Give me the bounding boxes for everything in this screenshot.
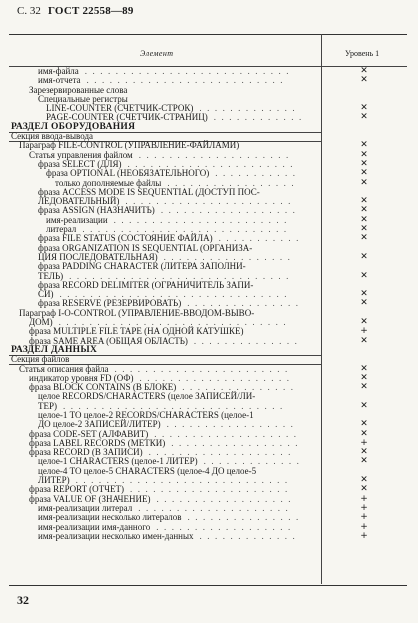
element-text: имя-реализации xyxy=(46,214,108,225)
element-text: фраза RECORD DELIMITER (ОГРАНИЧИТЕЛЬ ЗАПИ- xyxy=(38,279,254,290)
cross-mark: ✕ xyxy=(360,66,368,76)
dot-leader: ................. xyxy=(167,178,300,188)
cross-mark: ✕ xyxy=(360,400,368,411)
plus-mark: + xyxy=(360,521,368,532)
cross-mark: ✕ xyxy=(360,158,368,169)
element-text: имя-отчета xyxy=(38,75,81,86)
dot-leader: ................... xyxy=(148,448,296,458)
dot-leader: ..................... xyxy=(130,485,293,495)
cross-mark: ✕ xyxy=(360,224,368,235)
element-text: Секция файлов xyxy=(11,354,70,365)
element-text: фраза ASSIGN (НАЗНАЧИТЬ) xyxy=(38,205,155,216)
element-text: фраза PADDING CHARACTER (ЛИТЕРА ЗАПОЛНИ- xyxy=(38,261,246,272)
cross-mark: ✕ xyxy=(360,251,368,262)
cross-mark: ✕ xyxy=(360,289,368,300)
cross-mark: ✕ xyxy=(360,335,368,346)
dot-leader: .......................... xyxy=(86,76,289,86)
element-text: фраза BLOCK CONTAINS (В БЛОКЕ) xyxy=(29,382,177,393)
cross-mark: ✕ xyxy=(360,196,368,207)
dot-leader: ........................... xyxy=(82,225,292,235)
cross-mark: ✕ xyxy=(360,103,368,114)
element-text: РАЗДЕЛ ДАННЫХ xyxy=(11,344,98,355)
element-text: целое-4 TO целое-5 CHARACTERS (целое-4 ДО целое-5 xyxy=(38,465,257,476)
element-text: фраза ACCESS MODE IS SEQUENTIAL (ДОСТУП ПОС- xyxy=(38,186,260,197)
cross-mark: ✕ xyxy=(360,428,368,439)
element-text: имя-реализации несколько имен-данных xyxy=(38,530,194,541)
dot-leader: ............. xyxy=(199,104,301,114)
element-text: ЦИЯ ПОСЛЕДОВАТЕЛЬНАЯ) xyxy=(38,251,158,262)
element-text: РАЗДЕЛ ОБОРУДОВАНИЯ xyxy=(11,121,136,132)
dot-leader: ............... xyxy=(187,513,304,523)
element-text: Параграф I-O-CONTROL (УПРАВЛЕНИЕ-ВВОДОМ-ВЫВО- xyxy=(19,307,255,318)
cross-mark: ✕ xyxy=(360,140,368,151)
element-text: ДОМ) xyxy=(29,317,53,328)
element-text: индикатор уровня FD (ОФ) xyxy=(29,372,134,383)
dot-leader: ............. xyxy=(203,457,305,467)
element-text: фраза OPTIONAL (НЕОБЯЗАТЕЛЬНОГО) xyxy=(46,168,210,179)
plus-mark: + xyxy=(360,512,368,523)
element-text: фраза ORGANIZATION IS SEQUENTIAL (ОРГАНИЗА- xyxy=(38,242,253,253)
cross-mark: ✕ xyxy=(360,214,368,225)
element-text: имя-реализации несколько литералов xyxy=(38,512,182,523)
plus-mark: + xyxy=(360,493,368,504)
cross-mark: ✕ xyxy=(360,484,368,495)
element-text: фраза LABEL RECORDS (МЕТКИ) xyxy=(29,437,166,448)
element-text: имя-файла xyxy=(38,66,79,76)
element-text: фраза FILE STATUS (СОСТОЯНИЕ ФАЙЛА) xyxy=(38,233,213,244)
cross-mark: ✕ xyxy=(360,475,368,486)
dot-leader: ........... xyxy=(215,169,301,179)
element-text: целое-1 CHARACTERS (целое-1 ЛИТЕР) xyxy=(38,456,198,467)
element-text: фраза SAME AREA (ОБЩАЯ ОБЛАСТЬ) xyxy=(29,335,188,346)
dot-leader: ............ xyxy=(213,113,307,123)
cross-mark: ✕ xyxy=(360,363,368,374)
element-text: Параграф FILE-CONTROL (УПРАВЛЕНИЕ-ФАЙЛАМИ) xyxy=(19,140,240,151)
element-text: фраза RECORD (В ЗАПИСИ) xyxy=(29,447,143,458)
dot-leader: ................... xyxy=(154,429,302,439)
cross-mark: ✕ xyxy=(360,270,368,281)
dot-leader: ................. xyxy=(171,438,304,448)
dot-leader: ............... xyxy=(187,299,304,309)
dot-leader: .............................. xyxy=(58,318,292,328)
element-text: ТЕР) xyxy=(38,400,57,411)
dot-leader: ................. xyxy=(166,420,299,430)
page-number: 32 xyxy=(17,593,29,607)
element-text: LINE-COUNTER (СЧЕТЧИК-СТРОК) xyxy=(46,103,194,114)
element-text: ЛЕДОВАТЕЛЬНЫЙ) xyxy=(38,196,120,207)
dot-leader: ........................... xyxy=(84,67,295,76)
dot-leader: ....................... xyxy=(114,364,293,374)
cross-mark: ✕ xyxy=(360,233,368,244)
cross-mark: ✕ xyxy=(360,177,368,188)
cross-mark: ✕ xyxy=(360,75,368,86)
element-text: Секция ввода-вывода xyxy=(11,131,94,142)
dot-leader: ...................... xyxy=(125,197,296,207)
element-text: Зарезервированные слова xyxy=(29,84,128,95)
element-text: фраза CODE-SET (АЛФАВИТ) xyxy=(29,428,149,439)
table-rows xyxy=(0,67,418,541)
table-row xyxy=(0,532,418,541)
element-text: ЛИТЕР) xyxy=(38,475,70,486)
element-text: только дополняемые файлы xyxy=(55,177,162,188)
cross-mark: ✕ xyxy=(360,382,368,393)
cross-mark: ✕ xyxy=(360,456,368,467)
element-text: фраза VALUE OF (ЗНАЧЕНИЕ) xyxy=(29,493,151,504)
element-text: целое-1 TO целое-2 RECORDS/CHARACTERS (целое-1 xyxy=(38,409,254,420)
table-row xyxy=(0,281,418,290)
dot-leader: ........... xyxy=(218,234,304,244)
dot-leader: .................... xyxy=(138,150,294,160)
page-header-number: С. 32 xyxy=(17,5,41,17)
element-text: фраза REPORT (ОТЧЕТ) xyxy=(29,484,125,495)
dot-leader: ....................... xyxy=(113,215,292,225)
cross-mark: ✕ xyxy=(360,372,368,383)
plus-mark: + xyxy=(360,530,368,541)
column-header-level: Уровень 1 xyxy=(345,49,380,58)
dot-leader: ............................. xyxy=(69,271,294,281)
element-text: СИ) xyxy=(38,289,54,300)
plus-mark: + xyxy=(360,437,368,448)
element-text: имя-реализации имя-данного xyxy=(38,521,151,532)
element-text: целое RECORDS/CHARACTERS (целое ЗАПИСЕЙ/ЛИ- xyxy=(38,391,256,402)
element-text: фраза MULTIPLE FILE TAPE (НА ОДНОЙ КАТУШКЕ) xyxy=(29,326,244,337)
element-text: фраза SELECT (ДЛЯ) xyxy=(38,158,122,169)
dot-leader: .................. xyxy=(156,494,296,504)
dot-leader: .................. xyxy=(160,206,301,216)
dot-leader: .................... xyxy=(138,503,294,513)
standard-designation: ГОСТ 22558—89 xyxy=(48,5,134,17)
dot-leader: .................. xyxy=(156,522,296,532)
column-header-element: Элемент xyxy=(140,49,174,58)
element-text: имя-реализации литерал xyxy=(38,502,133,513)
dot-leader: .............................. xyxy=(59,290,292,300)
dot-leader: ............................ xyxy=(75,476,293,486)
cross-mark: ✕ xyxy=(360,149,368,160)
cross-mark: ✕ xyxy=(360,298,368,309)
dot-leader: ............. xyxy=(199,531,301,541)
plus-mark: + xyxy=(360,326,368,337)
dot-leader: .............. xyxy=(193,336,303,346)
dot-leader: ................. xyxy=(163,252,296,262)
element-text: фраза RESERVE (РЕЗЕРВИРОВАТЬ) xyxy=(38,298,182,309)
element-text: Статья описания файла xyxy=(19,363,109,374)
table-row xyxy=(0,309,418,318)
cross-mark: ✕ xyxy=(360,419,368,430)
cross-mark: ✕ xyxy=(360,317,368,328)
dot-leader: .................... xyxy=(139,373,295,383)
dot-leader: ............... xyxy=(182,383,299,393)
cross-mark: ✕ xyxy=(360,168,368,179)
dot-leader: ...................... xyxy=(127,159,298,169)
cross-mark: ✕ xyxy=(360,112,368,123)
table-row xyxy=(0,392,418,401)
cross-mark: ✕ xyxy=(360,205,368,216)
element-text: ТЕЛЬ) xyxy=(38,270,64,281)
element-text: PAGE-COUNTER (СЧЕТЧИК-СТРАНИЦ) xyxy=(46,112,208,123)
element-text: Статья управления файлом xyxy=(29,149,133,160)
element-text: ДО целое-2 ЗАПИСЕЙ/ЛИТЕР) xyxy=(38,419,161,430)
plus-mark: + xyxy=(360,502,368,513)
dot-leader: ............................. xyxy=(63,401,288,411)
cross-mark: ✕ xyxy=(360,447,368,458)
element-text: Специальные регистры xyxy=(38,93,128,104)
element-text: литерал xyxy=(46,224,77,235)
